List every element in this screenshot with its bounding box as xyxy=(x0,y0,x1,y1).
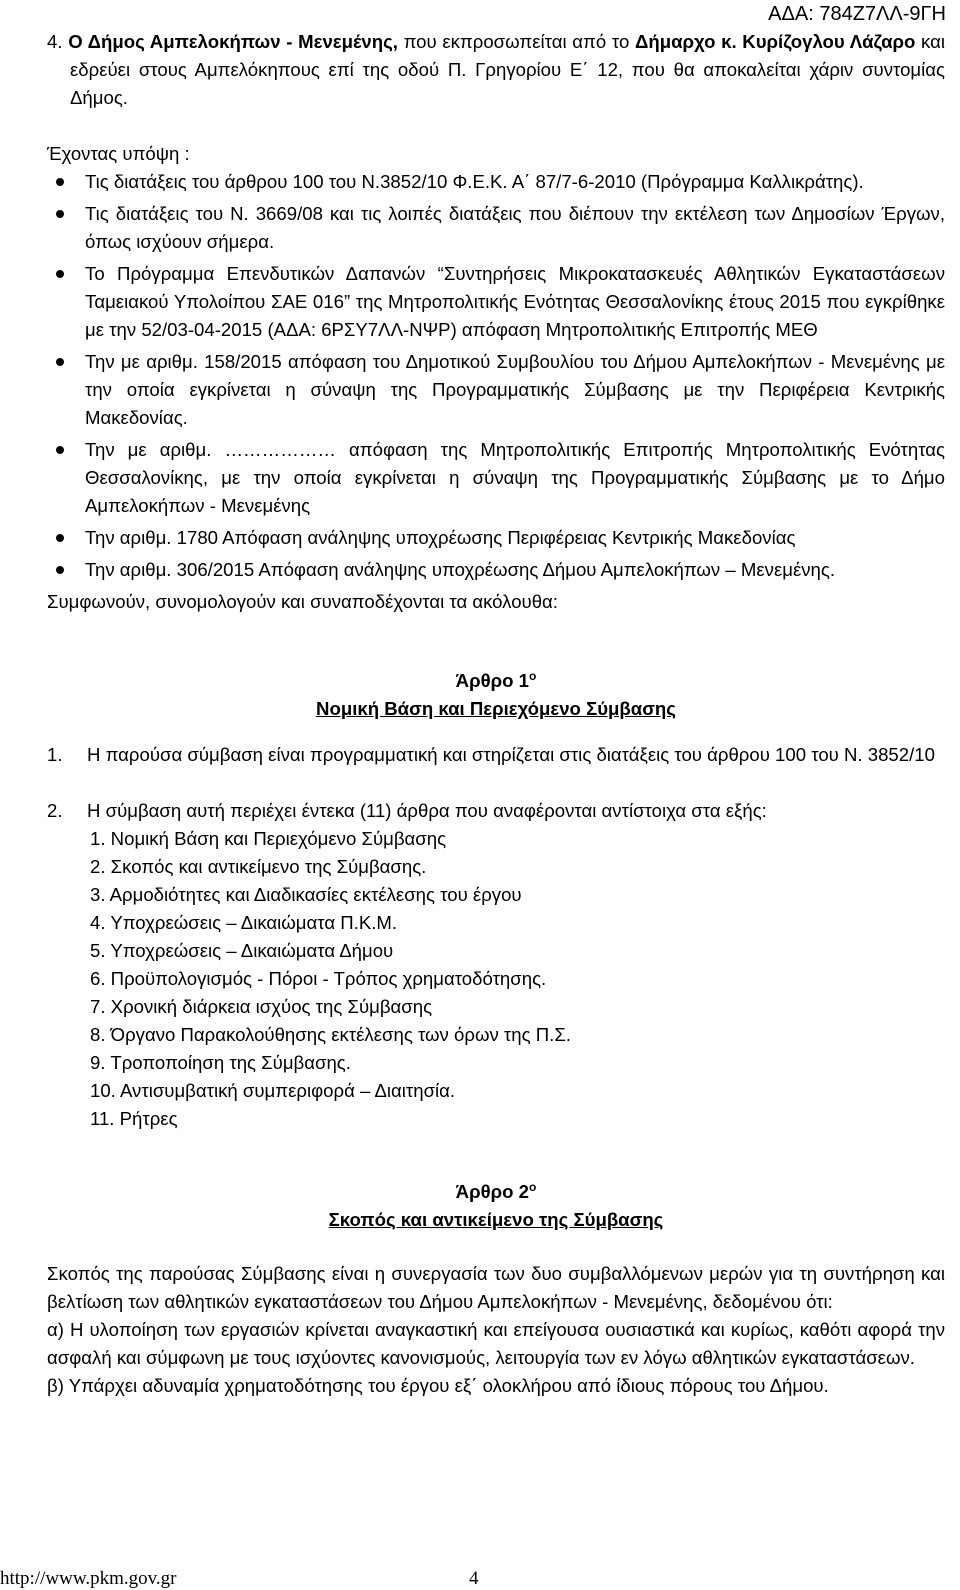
article-1-heading xyxy=(47,662,945,723)
article-1-p2-number: 2. xyxy=(47,800,63,822)
contents-list-item: 7. Χρονική διάρκεια ισχύος της Σύμβασης xyxy=(90,996,433,1018)
party-4-paragraph xyxy=(47,28,945,112)
article-1-paragraph-1 xyxy=(47,741,945,769)
party-4-name: Ο Δήμος Αμπελοκήπων - Μενεμένης, xyxy=(68,31,398,52)
contents-list-item: 5. Υποχρεώσεις – Δικαιώματα Δήμου xyxy=(90,940,394,962)
bullet-item: Τις διατάξεις του Ν. 3669/08 και τις λοιπές διατάξεις που διέπουν την εκτέλεση των Δημοσίων Έργων, όπως ισχύουν σήμερα. xyxy=(47,200,945,256)
party-4-rest: και εδρεύει στους Αμπελόκηπους επί της οδού Π. Γρηγορίου Ε΄ 12, που θα αποκαλείται χάριν συντομίας Δήμος. xyxy=(70,31,946,108)
article-2-intro: Σκοπός της παρούσας Σύμβασης είναι η συνεργασία των δυο συμβαλλόμενων μερών για τη συντήρηση και βελτίωση των αθλητικών εγκαταστάσεων του Δήμου Αμπελοκήπων - Μενεμένης, δεδομένου ότι: xyxy=(47,1263,945,1313)
ada-code: ΑΔΑ: 784Ζ7ΛΛ-9ΓΗ xyxy=(768,3,946,25)
contents-list-item: 8. Όργανο Παρακολούθησης εκτέλεσης των όρων της Π.Σ. xyxy=(90,1024,571,1046)
article-1-paragraph-2 xyxy=(47,797,945,825)
contents-list-item: 6. Προϋπολογισμός - Πόροι - Τρόπος χρηματοδότησης. xyxy=(90,968,547,990)
party-4-mid: που εκπροσωπείται από το xyxy=(397,31,635,52)
contents-list-item: 2. Σκοπός και αντικείμενο της Σύμβασης. xyxy=(90,856,427,878)
contents-list-item: 9. Τροποποίηση της Σύμβασης. xyxy=(90,1052,351,1074)
article-2-heading xyxy=(47,1173,945,1234)
having-regard-heading: Έχοντας υπόψη : xyxy=(47,143,190,164)
contents-list-item: 11. Ρήτρες xyxy=(90,1108,178,1130)
article-2-subtitle: Σκοπός και αντικείμενο της Σύμβασης xyxy=(328,1209,664,1231)
having-regard-list xyxy=(47,168,945,584)
bullet-item: Την με αριθμ. 158/2015 απόφαση του Δημοτικού Συμβουλίου του Δήμου Αμπελοκήπων - Μενεμένης με την οποία εγκρίνεται η σύναψη της Προγραμματικής Σύμβασης με την Περιφέρεια Κεντρικής Μακεδονίας. xyxy=(47,348,945,432)
contents-list-item: 10. Αντισυμβατική συμπεριφορά – Διαιτησία. xyxy=(90,1080,456,1102)
article-1-p2-text: Η σύμβαση αυτή περιέχει έντεκα (11) άρθρα που αναφέρονται αντίστοιχα στα εξής: xyxy=(87,800,767,822)
contents-list-item: 4. Υποχρεώσεις – Δικαιώματα Π.Κ.Μ. xyxy=(90,912,398,934)
agreement-sentence: Συμφωνούν, συνομολογούν και συναποδέχονται τα ακόλουθα: xyxy=(47,591,558,612)
footer-url: http://www.pkm.gov.gr xyxy=(0,1568,177,1589)
bullet-item: Τις διατάξεις του άρθρου 100 του Ν.3852/10 Φ.Ε.Κ. Α΄ 87/7-6-2010 (Πρόγραμμα Καλλικράτης). xyxy=(47,168,945,196)
bullet-item: Το Πρόγραμμα Επενδυτικών Δαπανών “Συντηρήσεις Μικροκατασκευές Αθλητικών Εγκαταστάσεων Ταμειακού Υπολοίπου ΣΑΕ 016” της Μητροπολιτικής Ενότητας Θεσσαλονίκης έτους 2015 που εγκρίθηκε με την 52/03-04-2015 (ΑΔΑ: 6ΡΣΥ7ΛΛ-ΝΨΡ) απόφαση Μητροπολιτικής Επιτροπής ΜΕΘ xyxy=(47,260,945,344)
article-1-subtitle: Νομική Βάση και Περιεχόμενο Σύμβασης xyxy=(316,698,676,720)
article-1-title-text: Άρθρο 1 xyxy=(455,670,529,692)
article-1-p1-number: 1. xyxy=(47,744,63,766)
article-1-contents-list xyxy=(47,825,945,1133)
article-2-title-text: Άρθρο 2 xyxy=(455,1181,529,1203)
bullet-item: Την αριθμ. 1780 Απόφαση ανάληψης υποχρέωσης Περιφέρειας Κεντρικής Μακεδονίας xyxy=(47,524,945,552)
page-number: 4 xyxy=(469,1568,479,1589)
contents-list-item: 1. Νομική Βάση και Περιεχόμενο Σύμβασης xyxy=(90,828,447,850)
article-1-title-sup: ο xyxy=(529,669,537,683)
bullet-item: Την με αριθμ. ……………… απόφαση της Μητροπολιτικής Επιτροπής Μητροπολιτικής Ενότητας Θεσσαλονίκης, με την οποία εγκρίνεται η σύναψη της Προγραμματικής Σύμβασης με το Δήμο Αμπελοκήπων - Μενεμένης xyxy=(47,436,945,520)
article-2-title-sup: ο xyxy=(529,1180,537,1195)
article-2-point-b: β) Υπάρχει αδυναμία χρηματοδότησης του έργου εξ΄ ολοκλήρου από ίδιους πόρους του Δήμου. xyxy=(47,1375,829,1397)
article-2-title xyxy=(47,1173,945,1206)
article-1-p1-text: Η παρούσα σύμβαση είναι προγραμματική και στηρίζεται στις διατάξεις του άρθρου 100 του Ν. 3852/10 xyxy=(87,744,935,766)
bullet-item: Την αριθμ. 306/2015 Απόφαση ανάληψης υποχρέωσης Δήμου Αμπελοκήπων – Μενεμένης. xyxy=(47,556,945,584)
document-body xyxy=(47,28,945,1400)
contents-list-item: 3. Αρμοδιότητες και Διαδικασίες εκτέλεσης του έργου xyxy=(90,884,522,906)
party-4-representative: Δήμαρχο κ. Κυρίζογλου Λάζαρο xyxy=(635,31,916,52)
article-2-point-a: α) Η υλοποίηση των εργασιών κρίνεται αναγκαστική και επείγουσα ουσιαστικά και κυρίως, καθότι αφορά την ασφαλή και σύμφωνη με τους ισχύοντες κανονισμούς, λειτουργία των εν λόγω αθλητικών εγκαταστάσεων. xyxy=(47,1319,945,1369)
party-4-number: 4. xyxy=(47,31,63,52)
article-1-title xyxy=(47,662,945,695)
